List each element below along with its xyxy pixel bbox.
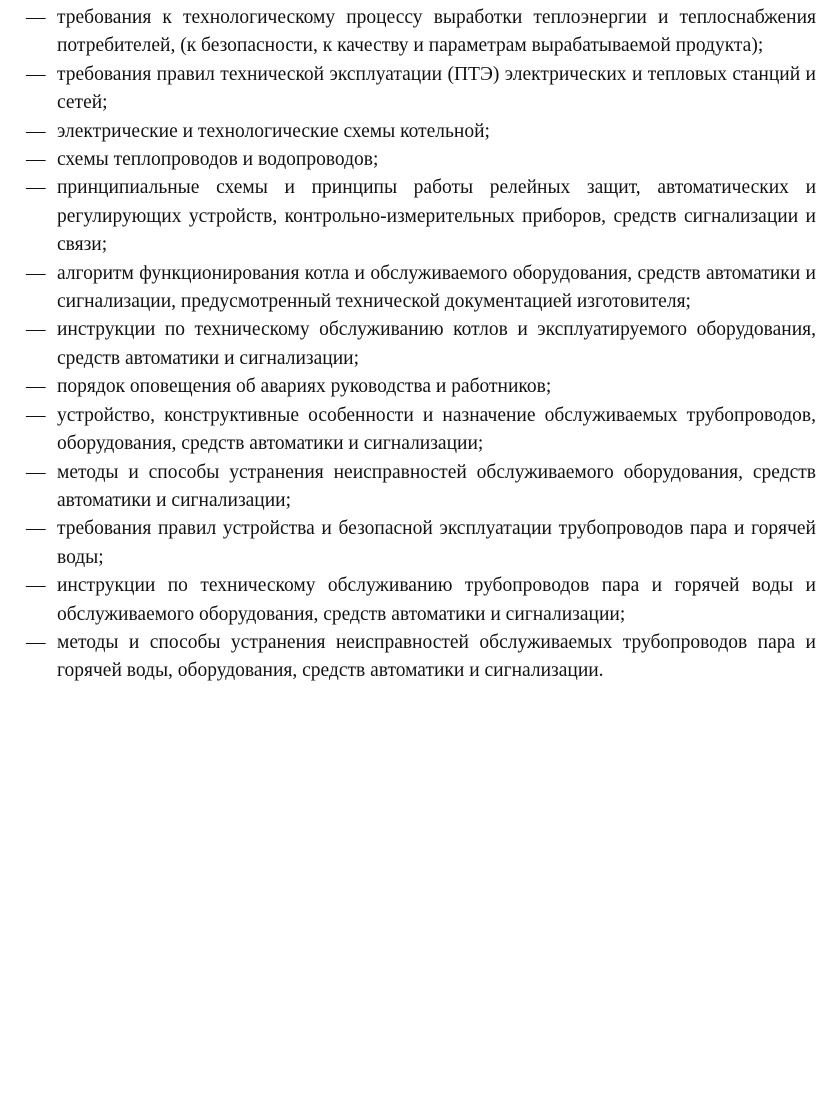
list-item: [26, 61, 816, 118]
list-item: [26, 118, 816, 146]
list-item: [26, 629, 816, 686]
list-item-text: методы и способы устранения неисправностей обслуживаемых трубопроводов пара и горячей воды, оборудования, средств автоматики и сигнализации.: [57, 631, 816, 682]
dash-bullet: —: [26, 631, 46, 653]
list-item-text: порядок оповещения об авариях руководства и работников;: [57, 376, 552, 398]
list-item: [26, 316, 816, 373]
dash-bullet: —: [26, 149, 46, 171]
list-item-text: устройство, конструктивные особенности и назначение обслуживаемых трубопроводов, оборудования, средств автоматики и сигнализации;: [57, 404, 816, 455]
dash-bullet: —: [26, 461, 46, 483]
list-item: [26, 174, 816, 259]
dash-bullet: —: [26, 518, 46, 540]
dash-bullet: —: [26, 404, 46, 426]
dash-bullet: —: [26, 63, 46, 85]
list-item-text: инструкции по техническому обслуживанию котлов и эксплуатируемого оборудования, средств автоматики и сигнализации;: [57, 319, 816, 369]
list-item: [26, 373, 816, 401]
list-item: [26, 146, 816, 174]
list-item-text: принципиальные схемы и принципы работы релейных защит, автоматических и регулирующих устройств, контрольно-измерительных приборов, средств сигнализации и связи;: [57, 177, 816, 256]
list-item-text: методы и способы устранения неисправностей обслуживаемого оборудования, средств автоматики и сигнализации;: [57, 461, 816, 511]
requirements-list: [26, 4, 816, 686]
dash-bullet: —: [26, 319, 46, 341]
list-item-text: требования к технологическому процессу выработки теплоэнергии и теплоснабжения потребителей, (к безопасности, к качеству и параметрам вырабатываемой продукта);: [57, 7, 816, 57]
dash-bullet: —: [26, 177, 46, 199]
list-item: [26, 402, 816, 459]
dash-bullet: —: [26, 376, 46, 398]
list-item-text: инструкции по техническому обслуживанию трубопроводов пара и горячей воды и обслуживаемого оборудования, средств автоматики и сигнализации;: [57, 575, 816, 625]
list-item-text: требования правил технической эксплуатации (ПТЭ) электрических и тепловых станций и сетей;: [57, 63, 816, 114]
dash-bullet: —: [26, 120, 46, 142]
list-item-text: электрические и технологические схемы котельной;: [57, 120, 490, 142]
dash-bullet: —: [26, 7, 46, 28]
list-item-text: требования правил устройства и безопасной эксплуатации трубопроводов пара и горячей воды;: [57, 518, 816, 568]
dash-bullet: —: [26, 262, 46, 284]
list-item: [26, 4, 816, 61]
list-item: [26, 572, 816, 629]
dash-bullet: —: [26, 575, 46, 597]
list-item-text: схемы теплопроводов и водопроводов;: [57, 149, 379, 171]
list-item-text: алгоритм функционирования котла и обслуживаемого оборудования, средств автоматики и сигнализации, предусмотренный технической документацией изготовителя;: [57, 262, 816, 313]
list-item: [26, 459, 816, 516]
list-item: [26, 260, 816, 317]
list-item: [26, 515, 816, 572]
